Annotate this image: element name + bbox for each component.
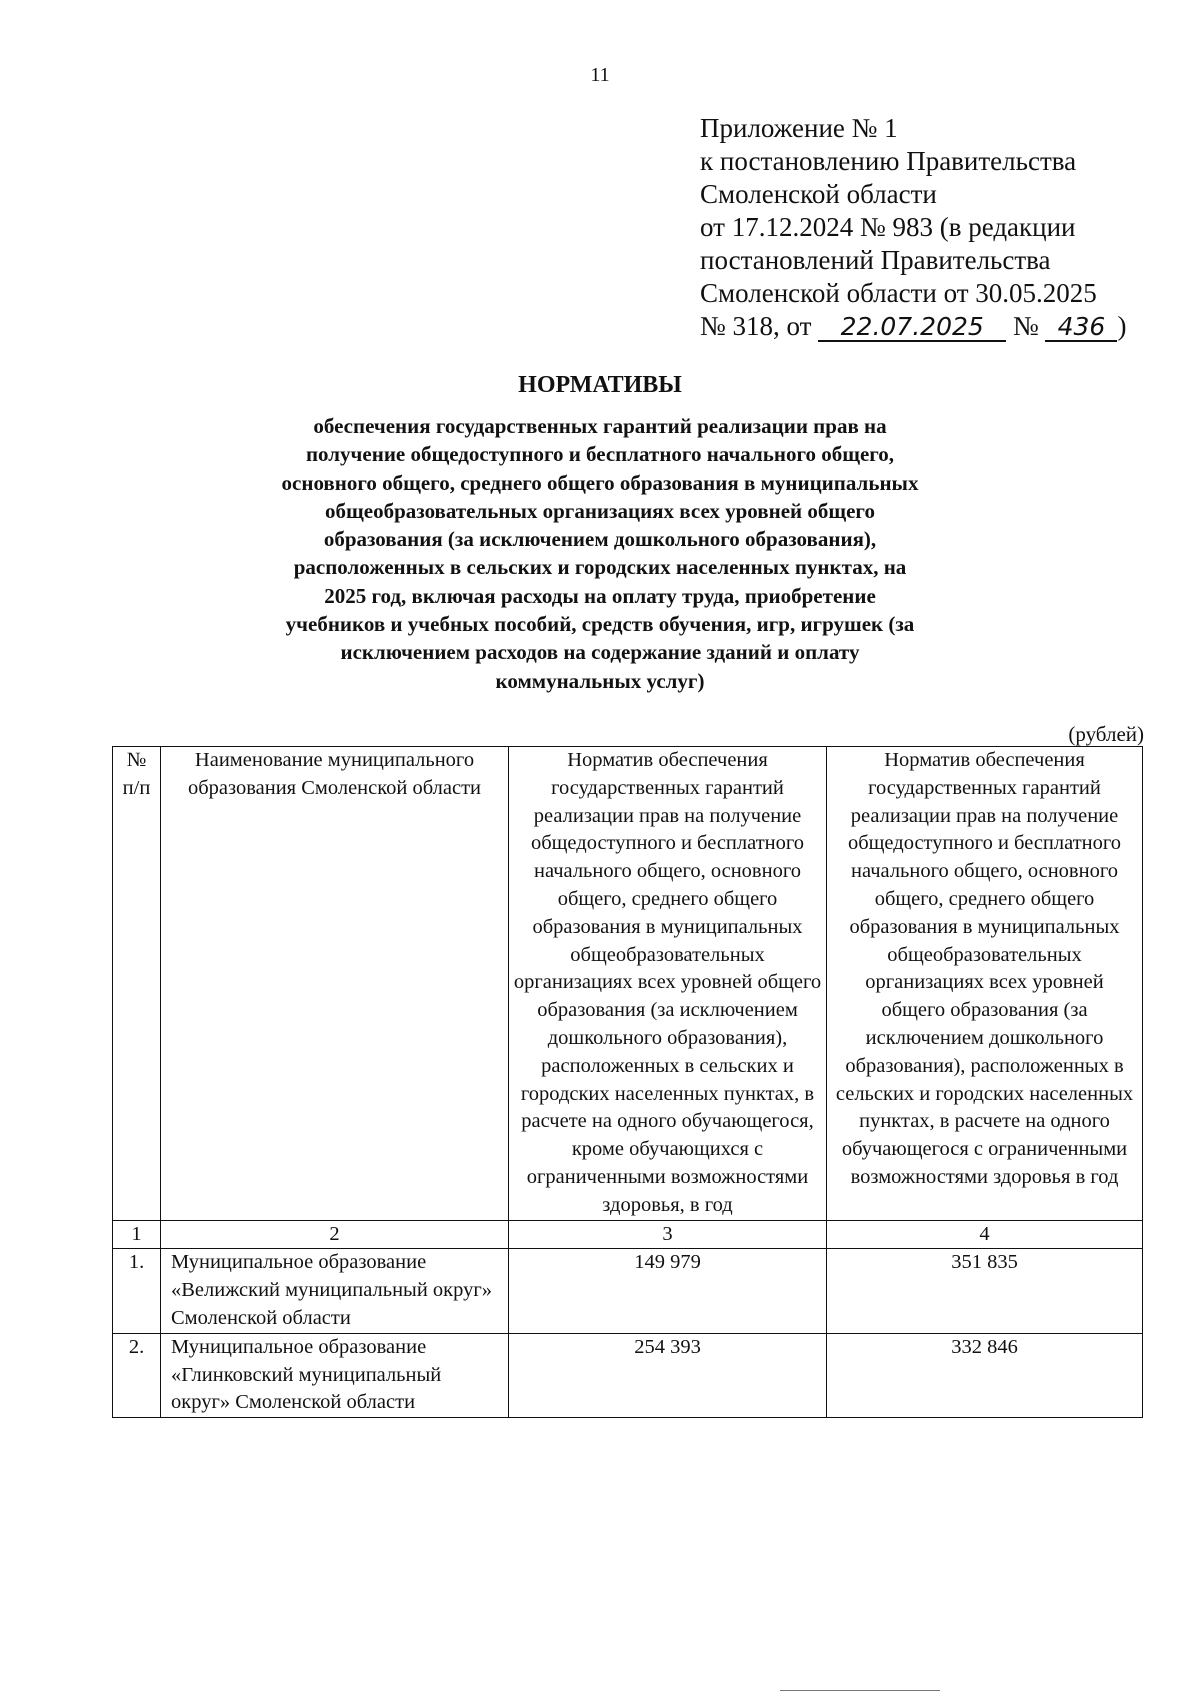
page-number: 11 bbox=[590, 64, 610, 86]
appendix-line: к постановлению Правительства bbox=[700, 146, 1077, 176]
norms-table bbox=[112, 746, 1143, 1418]
header-norm-general: Норматив обеспечения государственных гарантий реализации прав на получение общедоступного и бесплатного начального общего, основного общего, среднего общего образования в муниципальных общеобразовательных организациях всех уровней общего образования (за исключением дошкольного образования), расположенных в сельских и городских населенных пунктах, в расчете на одного обучающегося, кроме обучающихся с ограниченными возможностями здоровья, в год bbox=[509, 747, 827, 1221]
units-label: (рублей) bbox=[1068, 722, 1144, 746]
appendix-block bbox=[700, 112, 1160, 343]
handwritten-date: 22.07.2025 bbox=[818, 314, 1006, 342]
appendix-line: Смоленской области от 30.05.2025 bbox=[700, 278, 1097, 308]
table-header-row bbox=[113, 747, 1143, 1221]
amendment-prefix: № 318, от bbox=[700, 311, 812, 341]
column-number: 4 bbox=[827, 1220, 1143, 1249]
footer-divider bbox=[780, 1690, 940, 1691]
row-number: 2. bbox=[113, 1333, 161, 1417]
header-norm-disabled: Норматив обеспечения государственных гарантий реализации прав на получение общедоступного и бесплатного начального общего, основного общего, среднего общего образования в муниципальных общеобразовательных организациях всех уровней общего образования (за исключением дошкольного образования), расположенных в сельских и городских населенных пунктах, в расчете на одного обучающегося с ограниченными возможностями здоровья в год bbox=[827, 747, 1143, 1221]
norm-general-value: 254 393 bbox=[509, 1333, 827, 1417]
table-row bbox=[113, 1333, 1143, 1417]
header-number: № п/п bbox=[113, 747, 161, 1221]
column-number-row bbox=[113, 1220, 1143, 1249]
column-number: 1 bbox=[113, 1220, 161, 1249]
amendment-suffix: ) bbox=[1117, 311, 1127, 341]
municipality-name: Муниципальное образование «Велижский муниципальный округ» Смоленской области bbox=[161, 1249, 509, 1333]
norm-general-value: 149 979 bbox=[509, 1249, 827, 1333]
amendment-number-sign: № bbox=[1012, 311, 1039, 341]
municipality-name: Муниципальное образование «Глинковский муниципальный округ» Смоленской области bbox=[161, 1333, 509, 1417]
column-number: 2 bbox=[161, 1220, 509, 1249]
appendix-line: Смоленской области bbox=[700, 179, 937, 209]
appendix-line: постановлений Правительства bbox=[700, 245, 1051, 275]
table-row bbox=[113, 1249, 1143, 1333]
norm-disabled-value: 332 846 bbox=[827, 1333, 1143, 1417]
norm-disabled-value: 351 835 bbox=[827, 1249, 1143, 1333]
column-number: 3 bbox=[509, 1220, 827, 1249]
handwritten-number: 436 bbox=[1045, 314, 1117, 342]
header-municipality: Наименование муниципального образования Смоленской области bbox=[161, 747, 509, 1221]
appendix-line: Приложение № 1 bbox=[700, 113, 898, 143]
appendix-amendment-line bbox=[700, 310, 1160, 343]
document-subtitle: обеспечения государственных гарантий реализации прав на получение общедоступного и бесплатного начального общего, основного общего, среднего общего образования в муниципальных общеобразовательных организациях всех уровней общего образования (за исключением дошкольного образования), расположенных в сельских и городских населенных пунктах, на 2025 год, включая расходы на оплату труда, приобретение учебников и учебных пособий, средств обучения, игр, игрушек (за исключением расходов на содержание зданий и оплату коммунальных услуг) bbox=[281, 414, 919, 693]
appendix-line: от 17.12.2024 № 983 (в редакции bbox=[700, 212, 1076, 242]
document-title: НОРМАТИВЫ bbox=[518, 372, 682, 398]
row-number: 1. bbox=[113, 1249, 161, 1333]
